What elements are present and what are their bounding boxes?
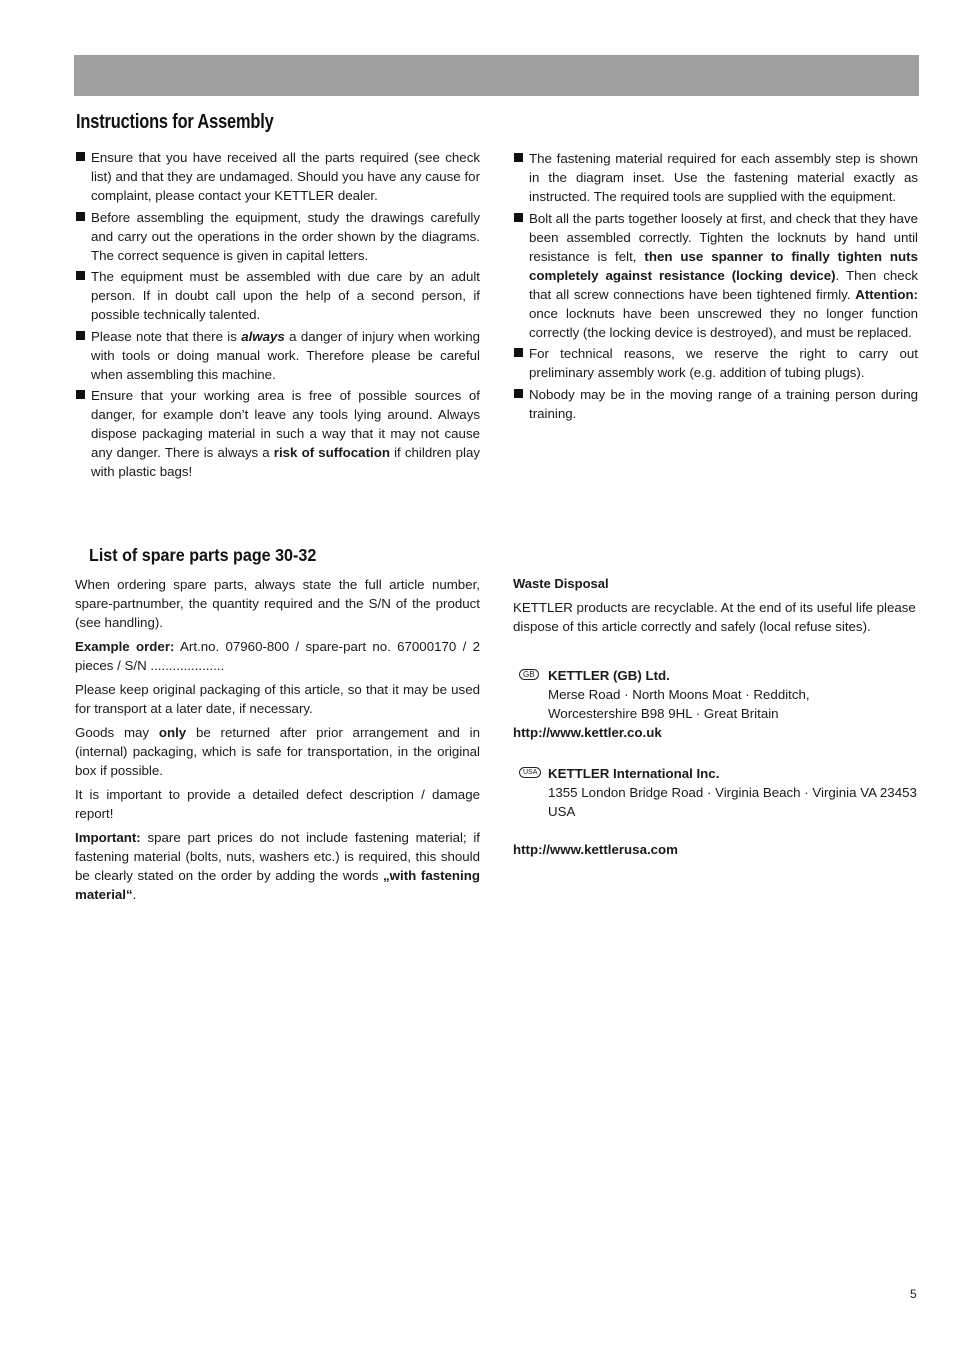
spare-parts-title: List of spare parts page 30-32 [89, 545, 317, 565]
spare-parts-paragraph [75, 680, 480, 718]
spare-parts-paragraph [75, 637, 480, 675]
assembly-bullet-item [75, 208, 480, 265]
spare-parts-paragraph [75, 785, 480, 823]
body-text: Ensure that you have received all the parts required (see check list) and that they are undamaged. Should you have any cause for complaint, please contact your KETTLER dealer. [91, 150, 480, 203]
body-text: Bolt all the parts together loosely at first, and check that they have been assembled correctly. Tighten the locknuts by hand until resistance is felt, [529, 210, 918, 264]
usa-badge-icon: USA [519, 767, 541, 778]
emphasis-text: Example order: [75, 639, 175, 654]
body-text: Ensure that your working area is free of possible sources of danger, for example don’t leave any tools lying around. Always dispose packaging material in such a way that it may not cause any danger. There is always a [91, 388, 480, 460]
page-title: Instructions for Assembly [76, 111, 274, 133]
gb-website-link[interactable]: http://www.kettler.co.uk [513, 725, 662, 740]
gb-company-name: KETTLER (GB) Ltd. [548, 668, 670, 683]
contact-gb [513, 666, 918, 742]
body-text: The equipment must be assembled with due care by an adult person. If in doubt call upon the help of a second person, if possible technically talented. [91, 269, 480, 322]
body-text: The fastening material required for each assembly step is shown in the diagram inset. Use the fastening material exactly as instructed. The required tools are supplied with the equipment. [529, 151, 918, 204]
assembly-list-right [513, 149, 918, 423]
spare-parts-paragraph [75, 828, 480, 904]
emphasis-text: Attention: [855, 286, 918, 302]
gb-badge-icon: GB [519, 669, 539, 680]
usa-website-wrapper [513, 840, 918, 859]
body-text: For technical reasons, we reserve the right to carry out preliminary assembly work (e.g. addition of tubing plugs). [529, 346, 918, 380]
body-text: spare part prices do not include fastening material; if fastening material (bolts, nuts, washers etc.) is required, this should be clearly stated on the order by adding the words [75, 830, 480, 883]
body-text: if children play with plastic bags! [91, 445, 480, 479]
body-text: When ordering spare parts, always state the full article number, spare-partnumber, the quantity required and the S/N of the product (see handling). [75, 577, 480, 630]
body-text: . [132, 887, 137, 902]
body-text: Art.no. 07960-800 / spare-part no. 67000170 / 2 pieces / S/N .................... [75, 639, 480, 673]
waste-text: KETTLER products are recyclable. At the end of its useful life please dispose of this article correctly and safely (local refuse sites). [513, 600, 916, 634]
assembly-bullet-item [75, 148, 480, 205]
body-text: Nobody may be in the moving range of a training person during training. [529, 386, 918, 421]
waste-section [513, 574, 918, 641]
emphasis-text: then use spanner to finally tighten nuts completely against resistance (locking device) [529, 248, 918, 283]
body-text: a danger of injury when working with tools or doing manual work. Therefore please be careful when assembling this machine. [91, 328, 480, 382]
spare-parts-paragraph [75, 723, 480, 780]
body-text: Before assembling the equipment, study the drawings carefully and carry out the operations in the order shown by the diagrams. The correct sequence is given in capital letters. [91, 209, 480, 263]
assembly-left-column [75, 148, 480, 484]
contact-usa [513, 764, 918, 821]
waste-title: Waste Disposal [513, 576, 609, 591]
emphasis-text: Important: [75, 830, 141, 845]
assembly-bullet-item [75, 327, 480, 384]
emphasis-text: risk of suffocation [273, 445, 390, 460]
body-text: . Then check that all screw connections have been tightened firmly. [529, 267, 918, 302]
assembly-bullet-item [513, 344, 918, 382]
assembly-bullet-item [75, 267, 480, 324]
gb-address-line1: Merse Road · North Moons Moat · Redditch, [548, 687, 810, 702]
emphasis-text: only [158, 725, 187, 740]
page-number: 5 [910, 1287, 917, 1301]
body-text: Please keep original packaging of this article, so that it may be used for transport at a later date, if necessary. [75, 682, 480, 716]
usa-address-line1: 1355 London Bridge Road · Virginia Beach · Virginia VA 23453 USA [548, 785, 917, 819]
header-bar [74, 55, 919, 96]
spare-parts-section [75, 575, 480, 909]
spare-parts-paragraph [75, 575, 480, 632]
assembly-bullet-item [513, 209, 918, 342]
assembly-right-column [513, 149, 918, 425]
gb-address-line2: Worcestershire B98 9HL · Great Britain [548, 706, 779, 721]
usa-website-link[interactable]: http://www.kettlerusa.com [513, 842, 679, 857]
emphasis-text: „with fastening material“ [75, 868, 480, 902]
body-text: be returned after prior arrangement and in (internal) packaging, which is safe for transportation, in the original box if possible. [75, 725, 481, 778]
assembly-bullet-item [75, 386, 480, 481]
body-text: Goods may [75, 725, 159, 740]
assembly-bullet-item [513, 149, 918, 206]
assembly-list-left [75, 148, 480, 481]
body-text: Please note that there is [91, 328, 242, 344]
body-text: once locknuts have been unscrewed they no longer function correctly (the locking device is destroyed), and must be replaced. [529, 305, 918, 340]
usa-company-name: KETTLER International Inc. [548, 766, 720, 781]
body-text: It is important to provide a detailed defect description / damage report! [75, 787, 480, 821]
emphasis-text: always [241, 328, 285, 344]
assembly-bullet-item [513, 385, 918, 423]
